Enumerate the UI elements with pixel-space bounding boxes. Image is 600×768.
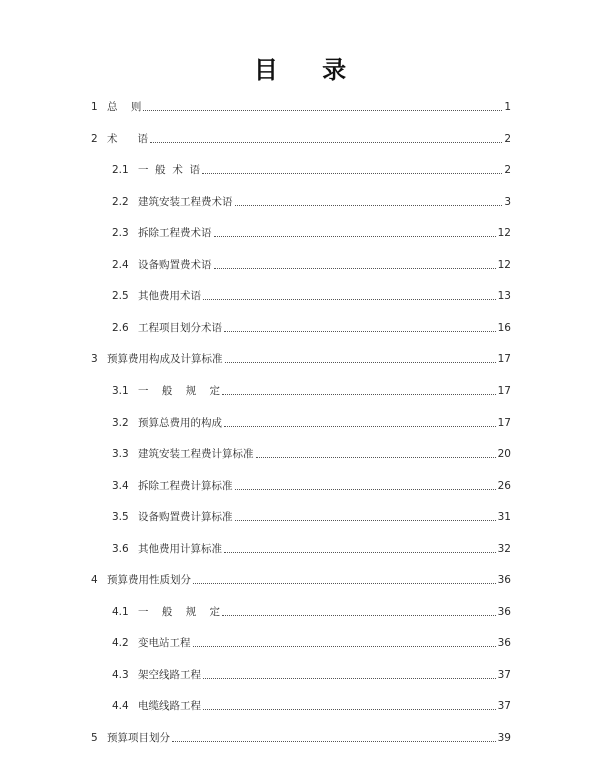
toc-entry[interactable] xyxy=(112,666,511,682)
toc-entry-title: 预算费用性质划分 xyxy=(107,574,191,586)
toc-entry-page-number: 36 xyxy=(497,574,511,586)
toc-entry-title: 预算总费用的构成 xyxy=(138,417,222,429)
toc-entry-number: 4.3 xyxy=(112,669,129,681)
toc-entry[interactable] xyxy=(112,161,511,177)
toc-entry-page-number: 2 xyxy=(504,133,511,145)
toc-entry-page-number: 20 xyxy=(497,448,511,460)
toc-entry-title: 其他费用术语 xyxy=(138,290,201,302)
toc-entry[interactable] xyxy=(112,414,511,430)
toc-entry-title: 预算项目划分 xyxy=(107,732,170,744)
toc-entry[interactable] xyxy=(112,193,511,209)
toc-entry-number: 3 xyxy=(91,353,98,365)
toc-entry-page-number: 17 xyxy=(497,417,511,429)
toc-entry-page-number: 37 xyxy=(497,669,511,681)
toc-entry-page-number: 2 xyxy=(504,164,511,176)
toc-dot-leader xyxy=(235,519,496,521)
toc-entry-title: 一 般 规 定 xyxy=(138,385,221,397)
toc-dot-leader xyxy=(203,677,496,679)
toc-entry[interactable] xyxy=(91,729,511,745)
toc-entry-title: 变电站工程 xyxy=(138,637,191,649)
toc-entry-page-number: 37 xyxy=(497,700,511,712)
toc-dot-leader xyxy=(224,330,496,332)
toc-entry-number: 3.3 xyxy=(112,448,129,460)
toc-entry-title: 电缆线路工程 xyxy=(138,700,201,712)
toc-entry-number: 2.5 xyxy=(112,290,129,302)
toc-entry-number: 3.4 xyxy=(112,480,129,492)
toc-entry[interactable] xyxy=(112,508,511,524)
toc-entry[interactable] xyxy=(112,256,511,272)
toc-entry-number: 2.6 xyxy=(112,322,129,334)
toc-entry[interactable] xyxy=(112,382,511,398)
toc-entry-title: 工程项目划分术语 xyxy=(138,322,222,334)
toc-dot-leader xyxy=(143,109,502,111)
toc-dot-leader xyxy=(256,456,496,458)
toc-entry-number: 4.4 xyxy=(112,700,129,712)
toc-dot-leader xyxy=(202,172,502,174)
toc-dot-leader xyxy=(224,425,496,427)
toc-entry-page-number: 12 xyxy=(497,227,511,239)
toc-entry-title: 术 语 xyxy=(107,133,149,145)
toc-entry-page-number: 17 xyxy=(497,385,511,397)
toc-entry-title: 预算费用构成及计算标准 xyxy=(107,353,223,365)
toc-entry-page-number: 1 xyxy=(504,101,511,113)
toc-entry-page-number: 31 xyxy=(497,511,511,523)
toc-entry[interactable] xyxy=(112,287,511,303)
toc-entry-title: 其他费用计算标准 xyxy=(138,543,222,555)
toc-entry-title: 架空线路工程 xyxy=(138,669,201,681)
toc-entry-page-number: 16 xyxy=(497,322,511,334)
toc-entry-title: 一 般 术 语 xyxy=(138,164,201,176)
toc-entry-page-number: 3 xyxy=(504,196,511,208)
toc-dot-leader xyxy=(193,582,496,584)
toc-dot-leader xyxy=(214,267,496,269)
toc-entry-page-number: 17 xyxy=(497,353,511,365)
toc-dot-leader xyxy=(203,708,496,710)
toc-dot-leader xyxy=(225,361,496,363)
toc-entry-title: 拆除工程费术语 xyxy=(138,227,212,239)
toc-dot-leader xyxy=(222,614,496,616)
toc-entry-number: 3.1 xyxy=(112,385,129,397)
toc-entry-number: 4.1 xyxy=(112,606,129,618)
toc-entry-page-number: 13 xyxy=(497,290,511,302)
toc-entry-number: 4.2 xyxy=(112,637,129,649)
toc-entry-number: 2.4 xyxy=(112,259,129,271)
toc-entry-title: 建筑安装工程费计算标准 xyxy=(138,448,254,460)
page-title: 目 录 xyxy=(253,56,365,84)
toc-entry[interactable] xyxy=(112,697,511,713)
toc-dot-leader xyxy=(214,235,496,237)
toc-entry-page-number: 39 xyxy=(497,732,511,744)
toc-entry[interactable] xyxy=(91,130,511,146)
toc-entry[interactable] xyxy=(91,571,511,587)
toc-entry-number: 2.1 xyxy=(112,164,129,176)
toc-dot-leader xyxy=(235,204,503,206)
toc-entry-number: 1 xyxy=(91,101,98,113)
toc-entry[interactable] xyxy=(112,445,511,461)
toc-entry-title: 建筑安装工程费术语 xyxy=(138,196,233,208)
toc-entry-number: 2.3 xyxy=(112,227,129,239)
toc-entry[interactable] xyxy=(112,634,511,650)
toc-entry[interactable] xyxy=(112,540,511,556)
toc-entry-page-number: 32 xyxy=(497,543,511,555)
toc-entry-page-number: 36 xyxy=(497,637,511,649)
toc-entry-number: 2.2 xyxy=(112,196,129,208)
toc-dot-leader xyxy=(150,141,502,143)
toc-entry[interactable] xyxy=(112,477,511,493)
toc-entry-number: 4 xyxy=(91,574,98,586)
toc-dot-leader xyxy=(222,393,496,395)
toc-entry[interactable] xyxy=(91,350,511,366)
toc-entry-number: 5 xyxy=(91,732,98,744)
toc-dot-leader xyxy=(172,740,496,742)
toc-entry-title: 设备购置费术语 xyxy=(138,259,212,271)
toc-entry[interactable] xyxy=(112,319,511,335)
toc-dot-leader xyxy=(193,645,496,647)
toc-entry-number: 3.5 xyxy=(112,511,129,523)
toc-entry-number: 3.2 xyxy=(112,417,129,429)
toc-entry[interactable] xyxy=(112,224,511,240)
toc-entry-title: 拆除工程费计算标准 xyxy=(138,480,233,492)
toc-dot-leader xyxy=(224,551,496,553)
toc-entry-page-number: 36 xyxy=(497,606,511,618)
toc-entry-page-number: 12 xyxy=(497,259,511,271)
toc-dot-leader xyxy=(235,488,496,490)
toc-entry[interactable] xyxy=(91,98,511,114)
toc-entry-title: 一 般 规 定 xyxy=(138,606,221,618)
toc-dot-leader xyxy=(203,298,496,300)
toc-entry-number: 2 xyxy=(91,133,98,145)
toc-entry-title: 设备购置费计算标准 xyxy=(138,511,233,523)
toc-entry-title: 总 则 xyxy=(107,101,142,113)
toc-entry[interactable] xyxy=(112,603,511,619)
toc-entry-page-number: 26 xyxy=(497,480,511,492)
toc-entry-number: 3.6 xyxy=(112,543,129,555)
